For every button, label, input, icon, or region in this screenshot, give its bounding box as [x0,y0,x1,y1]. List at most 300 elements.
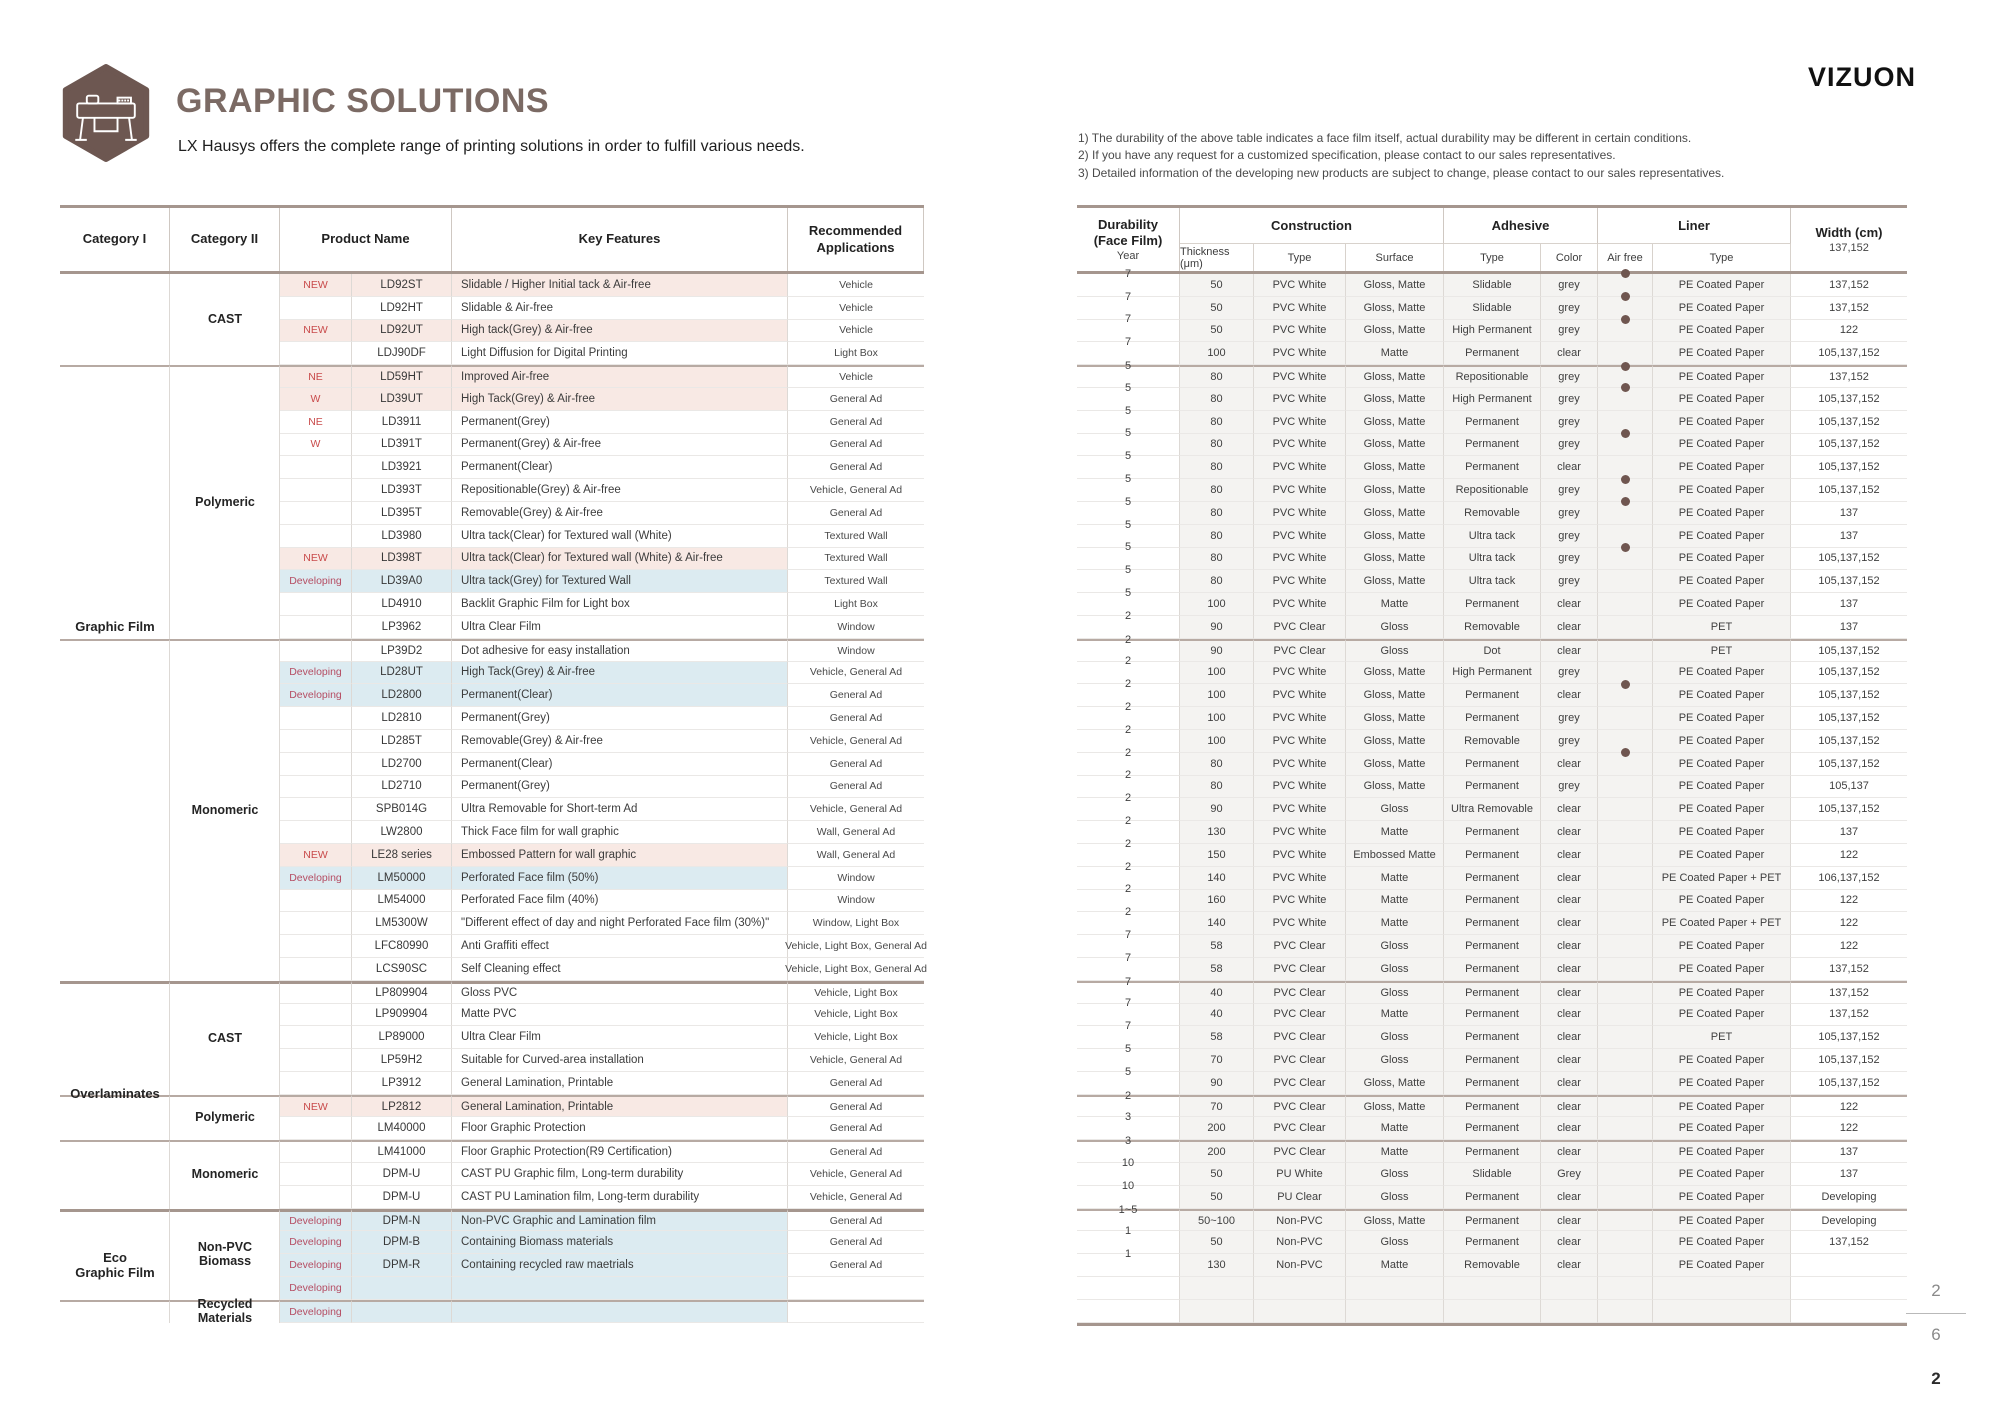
product-name-cell: LM40000 [352,1117,452,1140]
air-free-cell [1598,434,1653,457]
surface-cell: Gloss [1346,798,1444,821]
width-cell: 105,137,152 [1791,798,1907,821]
header-construction-type: Type [1254,244,1346,271]
category1-cell [60,1140,170,1163]
surface-cell: Gloss, Matte [1346,502,1444,525]
category1-cell [60,684,170,707]
product-name-cell [352,1277,452,1300]
durability-cell: 5 [1077,456,1180,479]
surface-cell: Gloss, Matte [1346,1095,1444,1118]
durability-cell: 2 [1077,684,1180,707]
thickness-cell: 100 [1180,684,1254,707]
product-name-cell: LD3911 [352,411,452,434]
table-row [60,1072,924,1095]
key-features-cell: General Lamination, Printable [452,1072,788,1095]
category2-cell [170,1026,280,1049]
thickness-cell: 80 [1180,753,1254,776]
construction-type-cell: PVC Clear [1254,1117,1346,1140]
durability-cell: 5 [1077,388,1180,411]
header-middle-groups [1180,208,1791,271]
liner-type-cell: PE Coated Paper [1653,890,1791,913]
category1-cell [60,776,170,799]
page-number-top: 2 [1931,1281,1941,1300]
surface-cell: Gloss, Matte [1346,365,1444,388]
category2-cell [170,479,280,502]
category1-cell [60,616,170,639]
table-row [60,570,924,593]
category2-cell [170,593,280,616]
table-row [60,776,924,799]
thickness-cell: 58 [1180,935,1254,958]
construction-type-cell: Non-PVC [1254,1209,1346,1232]
width-cell: 122 [1791,935,1907,958]
width-cell: 105,137,152 [1791,479,1907,502]
key-features-cell: Light Diffusion for Digital Printing [452,342,788,365]
construction-type-cell: PVC Clear [1254,1072,1346,1095]
durability-cell: 2 [1077,707,1180,730]
durability-cell: 5 [1077,593,1180,616]
table-row [60,1277,924,1300]
construction-type-cell: PVC Clear [1254,1026,1346,1049]
liner-type-cell: PE Coated Paper [1653,707,1791,730]
adhesive-type-cell: Permanent [1444,821,1541,844]
surface-cell: Matte [1346,821,1444,844]
category1-cell [60,525,170,548]
status-label [280,593,352,616]
key-features-cell: Floor Graphic Protection(R9 Certification) [452,1140,788,1163]
adhesive-type-cell: High Permanent [1444,320,1541,343]
product-name-cell: LP89000 [352,1026,452,1049]
adhesive-color-cell: clear [1541,981,1598,1004]
liner-type-cell: PE Coated Paper [1653,1231,1791,1254]
key-features-cell: Ultra tack(Clear) for Textured wall (White) [452,525,788,548]
surface-cell: Gloss, Matte [1346,730,1444,753]
air-free-cell [1598,776,1653,799]
applications-cell: Textured Wall [788,570,924,593]
category2-cell [170,1117,280,1140]
air-free-cell [1598,707,1653,730]
table-row [60,821,924,844]
status-label [280,616,352,639]
liner-type-cell: PE Coated Paper [1653,1254,1791,1277]
liner-type-cell: PET [1653,639,1791,662]
construction-type-cell: PVC White [1254,776,1346,799]
durability-cell: 1~5 [1077,1209,1180,1232]
thickness-cell: 80 [1180,570,1254,593]
construction-type-cell: PVC White [1254,684,1346,707]
applications-cell: General Ad [788,776,924,799]
construction-type-cell: PVC White [1254,662,1346,685]
product-name-cell: LD2800 [352,684,452,707]
construction-type-cell: PVC White [1254,525,1346,548]
table-row [1077,336,1907,365]
status-label [280,479,352,502]
adhesive-color-cell: grey [1541,502,1598,525]
thickness-cell: 70 [1180,1049,1254,1072]
thickness-cell: 40 [1180,981,1254,1004]
durability-cell: 7 [1077,958,1180,981]
surface-cell: Embossed Matte [1346,844,1444,867]
category2-cell [170,662,280,685]
adhesive-color-cell: clear [1541,1095,1598,1118]
table-row [1077,1203,1907,1232]
adhesive-type-cell: Permanent [1444,935,1541,958]
category1-cell [60,981,170,1004]
air-free-cell [1598,1095,1653,1118]
product-name-cell: DPM-B [352,1231,452,1254]
category1-cell [60,297,170,320]
adhesive-type-cell: Repositionable [1444,365,1541,388]
header-thickness: Thickness (μm) [1180,244,1254,271]
adhesive-color-cell: clear [1541,1004,1598,1027]
applications-cell: General Ad [788,1231,924,1254]
surface-cell: Gloss, Matte [1346,753,1444,776]
product-name-cell: LDJ90DF [352,342,452,365]
category1-cell [60,342,170,365]
status-label [280,342,352,365]
thickness-cell: 80 [1180,388,1254,411]
key-features-cell: General Lamination, Printable [452,1095,788,1118]
status-label [280,776,352,799]
liner-type-cell: PE Coated Paper [1653,798,1791,821]
category2-cell [170,320,280,343]
category2-cell [170,274,280,297]
surface-cell: Gloss, Matte [1346,456,1444,479]
width-cell: 137 [1791,1140,1907,1163]
width-cell: 137 [1791,1163,1907,1186]
key-features-cell: Backlit Graphic Film for Light box [452,593,788,616]
product-name-cell: LM54000 [352,890,452,913]
construction-type-cell: PVC White [1254,479,1346,502]
key-features-cell: Matte PVC [452,1004,788,1027]
key-features-cell: Permanent(Grey) & Air-free [452,434,788,457]
air-free-cell [1598,1300,1653,1323]
product-name-cell: LD59HT [352,365,452,388]
category2-group-label: Non-PVC Biomass [197,1240,253,1269]
construction-type-cell: PVC White [1254,365,1346,388]
durability-cell: 5 [1077,570,1180,593]
status-label: Developing [280,1300,352,1323]
air-free-dot [1621,429,1630,438]
applications-cell: General Ad [788,1072,924,1095]
applications-cell: Vehicle, General Ad [788,1163,924,1186]
thickness-cell: 80 [1180,456,1254,479]
key-features-cell: Perforated Face film (50%) [452,867,788,890]
thickness-cell: 50~100 [1180,1209,1254,1232]
liner-type-cell: PE Coated Paper [1653,821,1791,844]
durability-cell: 7 [1077,1026,1180,1049]
category2-group-label: CAST [207,312,243,327]
table-row [60,479,924,502]
product-name-cell: LD4910 [352,593,452,616]
category1-cell [60,456,170,479]
applications-cell: General Ad [788,388,924,411]
page-divider [1906,1313,1966,1314]
table-row [60,320,924,343]
air-free-cell [1598,1163,1653,1186]
air-free-cell [1598,821,1653,844]
applications-cell: Window [788,616,924,639]
air-free-cell [1598,548,1653,571]
product-name-cell: LM41000 [352,1140,452,1163]
category2-group-label: Monomeric [191,1167,259,1182]
brand-logo: VIZUON [1807,62,1916,92]
key-features-cell: Permanent(Clear) [452,753,788,776]
width-cell: 105,137,152 [1791,1026,1907,1049]
construction-type-cell: PVC White [1254,821,1346,844]
construction-type-cell: PVC White [1254,342,1346,365]
page-subtitle: LX Hausys offers the complete range of printing solutions in order to fulfill various needs. [178,138,805,155]
air-free-cell [1598,1186,1653,1209]
table-row [60,753,924,776]
thickness-cell: 200 [1180,1117,1254,1140]
table-row [1077,723,1907,753]
header-adhesive-color: Color [1541,244,1598,271]
adhesive-color-cell: grey [1541,365,1598,388]
thickness-cell: 90 [1180,798,1254,821]
header-width [1791,208,1907,271]
width-cell: 105,137,152 [1791,684,1907,707]
category1-cell [60,570,170,593]
adhesive-type-cell: Permanent [1444,776,1541,799]
applications-cell: Light Box [788,593,924,616]
air-free-cell [1598,890,1653,913]
adhesive-type-cell: Removable [1444,730,1541,753]
construction-type-cell: PVC White [1254,411,1346,434]
air-free-cell [1598,320,1653,343]
air-free-cell [1598,684,1653,707]
table-row [60,434,924,457]
air-free-cell [1598,753,1653,776]
liner-type-cell: PE Coated Paper [1653,981,1791,1004]
air-free-cell [1598,1231,1653,1254]
liner-type-cell: PET [1653,616,1791,639]
category1-cell [60,1163,170,1186]
thickness-cell: 50 [1180,1163,1254,1186]
width-cell: 105,137,152 [1791,411,1907,434]
header-surface: Surface [1346,244,1444,271]
footnote-3: 3) Detailed information of the developing new products are subject to change, please contact to our sales representatives. [1078,165,1725,180]
category1-cell [60,1277,170,1300]
construction-type-cell: PVC White [1254,798,1346,821]
surface-cell: Matte [1346,1117,1444,1140]
category1-cell [60,548,170,571]
adhesive-type-cell: Ultra tack [1444,525,1541,548]
header-liner: Liner [1598,208,1791,244]
product-name-cell: LD2710 [352,776,452,799]
status-label [280,912,352,935]
liner-type-cell: PE Coated Paper [1653,593,1791,616]
applications-cell: General Ad [788,456,924,479]
table-row [60,707,924,730]
durability-cell: 5 [1077,1072,1180,1095]
liner-type-cell: PE Coated Paper [1653,662,1791,685]
category2-cell [170,1004,280,1027]
category2-group-label: CAST [207,1030,243,1045]
adhesive-type-cell: Permanent [1444,1140,1541,1163]
construction-type-cell: PVC White [1254,297,1346,320]
table-row [60,890,924,913]
category2-group-label: Recycled Materials [197,1297,253,1326]
applications-cell: General Ad [788,1254,924,1277]
status-label [280,1049,352,1072]
product-name-cell: LD39A0 [352,570,452,593]
adhesive-color-cell: clear [1541,753,1598,776]
air-free-dot [1621,497,1630,506]
adhesive-type-cell: Permanent [1444,411,1541,434]
construction-type-cell [1254,1277,1346,1300]
spec-table-header [1077,208,1907,274]
surface-cell: Gloss [1346,1026,1444,1049]
construction-type-cell: PVC Clear [1254,981,1346,1004]
durability-cell: 2 [1077,753,1180,776]
adhesive-color-cell: grey [1541,297,1598,320]
width-cell: 137,152 [1791,1231,1907,1254]
durability-cell: 2 [1077,1095,1180,1118]
durability-cell: 2 [1077,867,1180,890]
category2-cell [170,388,280,411]
key-features-cell: Slidable / Higher Initial tack & Air-free [452,274,788,297]
surface-cell [1346,1277,1444,1300]
key-features-cell: "Different effect of day and night Perforated Face film (30%)" [452,912,788,935]
adhesive-color-cell [1541,1277,1598,1300]
category2-cell [170,935,280,958]
category1-cell [60,935,170,958]
product-name-cell: LD3921 [352,456,452,479]
surface-cell: Gloss, Matte [1346,684,1444,707]
adhesive-color-cell: grey [1541,479,1598,502]
status-label [280,456,352,479]
table-row [1077,290,1907,320]
thickness-cell: 50 [1180,1186,1254,1209]
adhesive-type-cell: High Permanent [1444,662,1541,685]
category2-cell [170,616,280,639]
product-name-cell: LM5300W [352,912,452,935]
width-cell: 105,137,152 [1791,570,1907,593]
product-name-cell: LD28UT [352,662,452,685]
durability-cell: 2 [1077,912,1180,935]
surface-cell: Gloss, Matte [1346,548,1444,571]
key-features-cell: Permanent(Clear) [452,456,788,479]
status-label: Developing [280,1254,352,1277]
surface-cell: Gloss, Matte [1346,707,1444,730]
category1-cell [60,479,170,502]
header-width-title: Width (cm) [1815,224,1883,240]
key-features-cell: High tack(Grey) & Air-free [452,320,788,343]
table-row [60,548,924,571]
adhesive-type-cell: Permanent [1444,844,1541,867]
durability-cell: 2 [1077,639,1180,662]
key-features-cell: Anti Graffiti effect [452,935,788,958]
status-label [280,707,352,730]
construction-type-cell: PVC White [1254,570,1346,593]
adhesive-type-cell: Removable [1444,1254,1541,1277]
applications-cell [788,1277,924,1300]
thickness-cell: 70 [1180,1095,1254,1118]
width-cell [1791,1277,1907,1300]
adhesive-color-cell: grey [1541,525,1598,548]
category2-cell [170,981,280,1004]
product-name-cell: DPM-U [352,1163,452,1186]
table-row [1077,587,1907,616]
applications-cell: Vehicle, Light Box [788,1004,924,1027]
air-free-dot [1621,475,1630,484]
category2-cell [170,1277,280,1300]
status-label [280,1072,352,1095]
construction-type-cell: PVC White [1254,320,1346,343]
table-row [60,1231,924,1254]
table-row [60,844,924,867]
adhesive-color-cell: clear [1541,1186,1598,1209]
product-name-cell: LFC80990 [352,935,452,958]
product-name-cell: LP59H2 [352,1049,452,1072]
construction-type-cell: PVC White [1254,434,1346,457]
width-cell: 105,137 [1791,776,1907,799]
adhesive-color-cell: clear [1541,821,1598,844]
thickness-cell: 100 [1180,662,1254,685]
liner-type-cell: PE Coated Paper [1653,1095,1791,1118]
category2-group-label: Polymeric [195,1110,255,1125]
category2-cell [170,912,280,935]
product-table-body [60,274,927,1326]
status-label [280,1140,352,1163]
durability-cell: 3 [1077,1140,1180,1163]
table-row [1077,1156,1907,1186]
footnote-1: 1) The durability of the above table indicates a face film itself, actual durability may be different in certain conditions. [1078,131,1692,145]
category1-cell [60,502,170,525]
thickness-cell: 80 [1180,525,1254,548]
key-features-cell: Suitable for Curved-area installation [452,1049,788,1072]
category1-cell [60,890,170,913]
table-row [60,1140,924,1163]
table-row [60,365,924,388]
thickness-cell: 80 [1180,479,1254,502]
table-row [60,297,924,320]
table-row [1077,1248,1907,1277]
thickness-cell: 58 [1180,1026,1254,1049]
product-name-cell: LP2812 [352,1095,452,1118]
liner-type-cell: PE Coated Paper [1653,456,1791,479]
liner-type-cell: PE Coated Paper [1653,479,1791,502]
header-adhesive-type: Type [1444,244,1541,271]
adhesive-color-cell: grey [1541,274,1598,297]
applications-cell: Vehicle, Light Box, General Ad [788,958,924,981]
table-row [1077,883,1907,913]
applications-cell: Vehicle, General Ad [788,798,924,821]
construction-type-cell: PVC White [1254,707,1346,730]
construction-type-cell: Non-PVC [1254,1254,1346,1277]
key-features-cell: Ultra Clear Film [452,616,788,639]
surface-cell: Gloss, Matte [1346,525,1444,548]
adhesive-type-cell: Permanent [1444,1231,1541,1254]
durability-cell [1077,1300,1180,1323]
liner-type-cell: PE Coated Paper [1653,730,1791,753]
category2-cell [170,1072,280,1095]
status-label: NEW [280,320,352,343]
table-row [1077,1089,1907,1118]
width-cell: 105,137,152 [1791,753,1907,776]
air-free-dot [1621,680,1630,689]
spec-table [1077,205,1907,1326]
table-row [60,867,924,890]
key-features-cell: Permanent(Grey) [452,411,788,434]
adhesive-type-cell: Permanent [1444,890,1541,913]
thickness-cell: 58 [1180,958,1254,981]
status-label: W [280,388,352,411]
key-features-cell: Floor Graphic Protection [452,1117,788,1140]
product-name-cell [352,1300,452,1323]
surface-cell: Gloss, Matte [1346,479,1444,502]
